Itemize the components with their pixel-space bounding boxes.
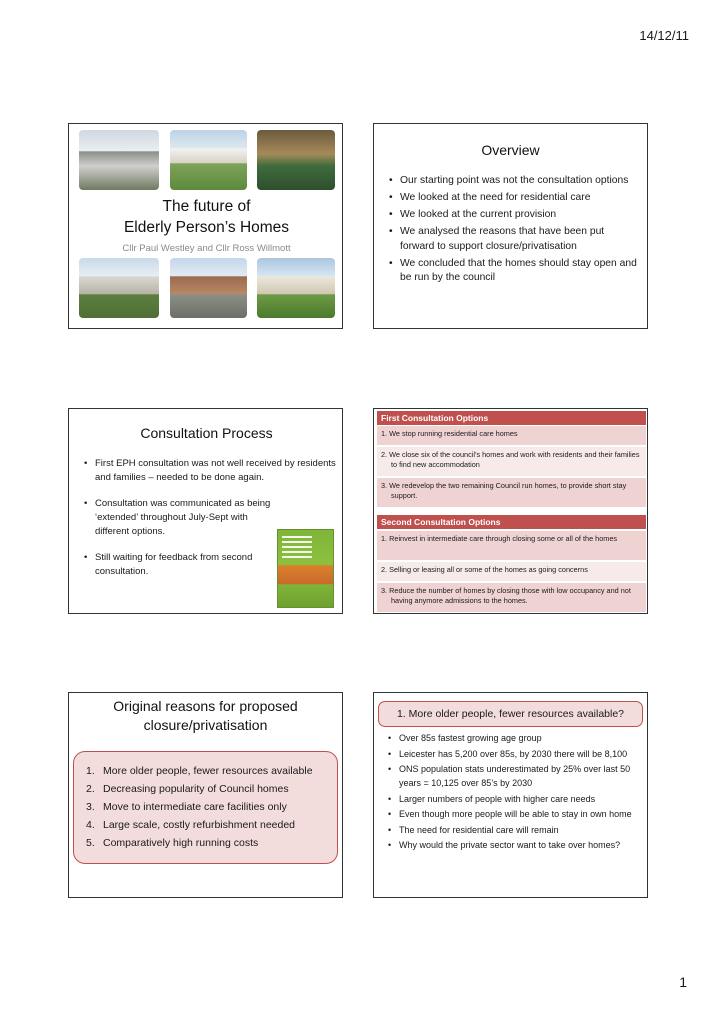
table-row: 2. We close six of the council’s homes and work with residents and their families to find new accommodation — [377, 447, 646, 476]
list-item: • Our starting point was not the consultation options — [389, 174, 641, 189]
table-row: 2. Selling or leasing all or some of the homes as going concerns — [377, 562, 646, 581]
table-row: 1. Reinvest in intermediate care through closing some or all of the homes — [377, 531, 646, 560]
list-item — [86, 834, 313, 852]
list-item — [86, 780, 313, 798]
list-item: • We looked at the current provision — [389, 208, 641, 223]
page-number: 1 — [679, 974, 687, 990]
list-item: • Consultation was communicated as being ‘extended’ throughout July-Sept with different options. — [84, 497, 284, 539]
item-number: 3. — [86, 801, 95, 813]
list-item: • Larger numbers of people with higher care needs — [388, 792, 643, 806]
presentation-title — [69, 196, 343, 238]
item-text: Move to intermediate care facilities only — [103, 801, 287, 813]
care-home-photo-3 — [257, 130, 335, 190]
item-text: More older people, fewer resources available — [103, 765, 313, 777]
list-item: • First EPH consultation was not well received by residents and families – needed to be done again. — [84, 457, 342, 485]
care-home-photo-1 — [79, 130, 159, 190]
title-line-2: Elderly Person’s Homes — [123, 219, 290, 236]
slide-consultation-options — [373, 408, 648, 614]
reasons-list — [86, 762, 313, 852]
list-item: • The need for residential care will remain — [388, 823, 643, 837]
first-options-heading: First Consultation Options — [377, 411, 646, 425]
item-number: 1. — [86, 765, 95, 777]
header-date: 14/12/11 — [639, 28, 689, 43]
care-home-photo-5 — [170, 258, 247, 318]
table-row: 3. Reduce the number of homes by closing those with low occupancy and not having anymore admissions to the homes. — [377, 583, 646, 612]
care-home-photo-2 — [170, 130, 247, 190]
second-options-heading: Second Consultation Options — [377, 515, 646, 529]
title-line-1: The future of — [162, 198, 251, 215]
list-item: • Why would the private sector want to take over homes? — [388, 838, 643, 852]
table-row: 3. We redevelop the two remaining Council run homes, to provide short stay support. — [377, 478, 646, 507]
older-people-bullets — [388, 731, 643, 854]
list-item: • ONS population stats underestimated by 25% over last 50 years = 10,125 over 85’s by 2030 — [388, 762, 643, 791]
consultation-leaflet-image — [277, 529, 334, 608]
slide-older-people — [373, 692, 648, 898]
slide-title — [68, 123, 343, 329]
list-item: • Still waiting for feedback from second consultation. — [84, 551, 279, 579]
list-item — [86, 762, 313, 780]
list-item: • We looked at the need for residential care — [389, 191, 641, 206]
item-number: 2. — [86, 783, 95, 795]
slide-title: Consultation Process — [140, 425, 273, 441]
item-text: Large scale, costly refurbishment needed — [103, 819, 296, 831]
list-item: • We concluded that the homes should stay open and be run by the council — [389, 257, 641, 286]
item-number: 4. — [86, 819, 95, 831]
item-number: 5. — [86, 837, 95, 849]
slide-title — [69, 697, 342, 735]
table-row: 1. We stop running residential care homes — [377, 426, 646, 445]
care-home-photo-4 — [79, 258, 159, 318]
item-text: Comparatively high running costs — [103, 837, 259, 849]
list-item — [86, 816, 313, 834]
list-item: • Even though more people will be able to stay in own home — [388, 807, 643, 821]
slide-consultation-process — [68, 408, 343, 614]
list-item: • Over 85s fastest growing age group — [388, 731, 643, 745]
list-item — [86, 798, 313, 816]
presenters: Cllr Paul Westley and Cllr Ross Willmott — [122, 243, 291, 254]
care-home-photo-6 — [257, 258, 335, 318]
slide-title: Overview — [481, 142, 540, 158]
item-text: Decreasing popularity of Council homes — [103, 783, 289, 795]
list-item: • We analysed the reasons that have been put forward to support closure/privatisation — [389, 225, 641, 254]
slide-overview — [373, 123, 648, 329]
title-line-2: closure/privatisation — [143, 717, 268, 733]
slide-original-reasons — [68, 692, 343, 898]
title-line-1: Original reasons for proposed — [113, 698, 298, 714]
reasons-box — [73, 751, 338, 864]
callout-heading: 1. More older people, fewer resources available? — [378, 701, 643, 727]
overview-bullets — [389, 174, 641, 288]
list-item: • Leicester has 5,200 over 85s, by 2030 there will be 8,100 — [388, 747, 643, 761]
